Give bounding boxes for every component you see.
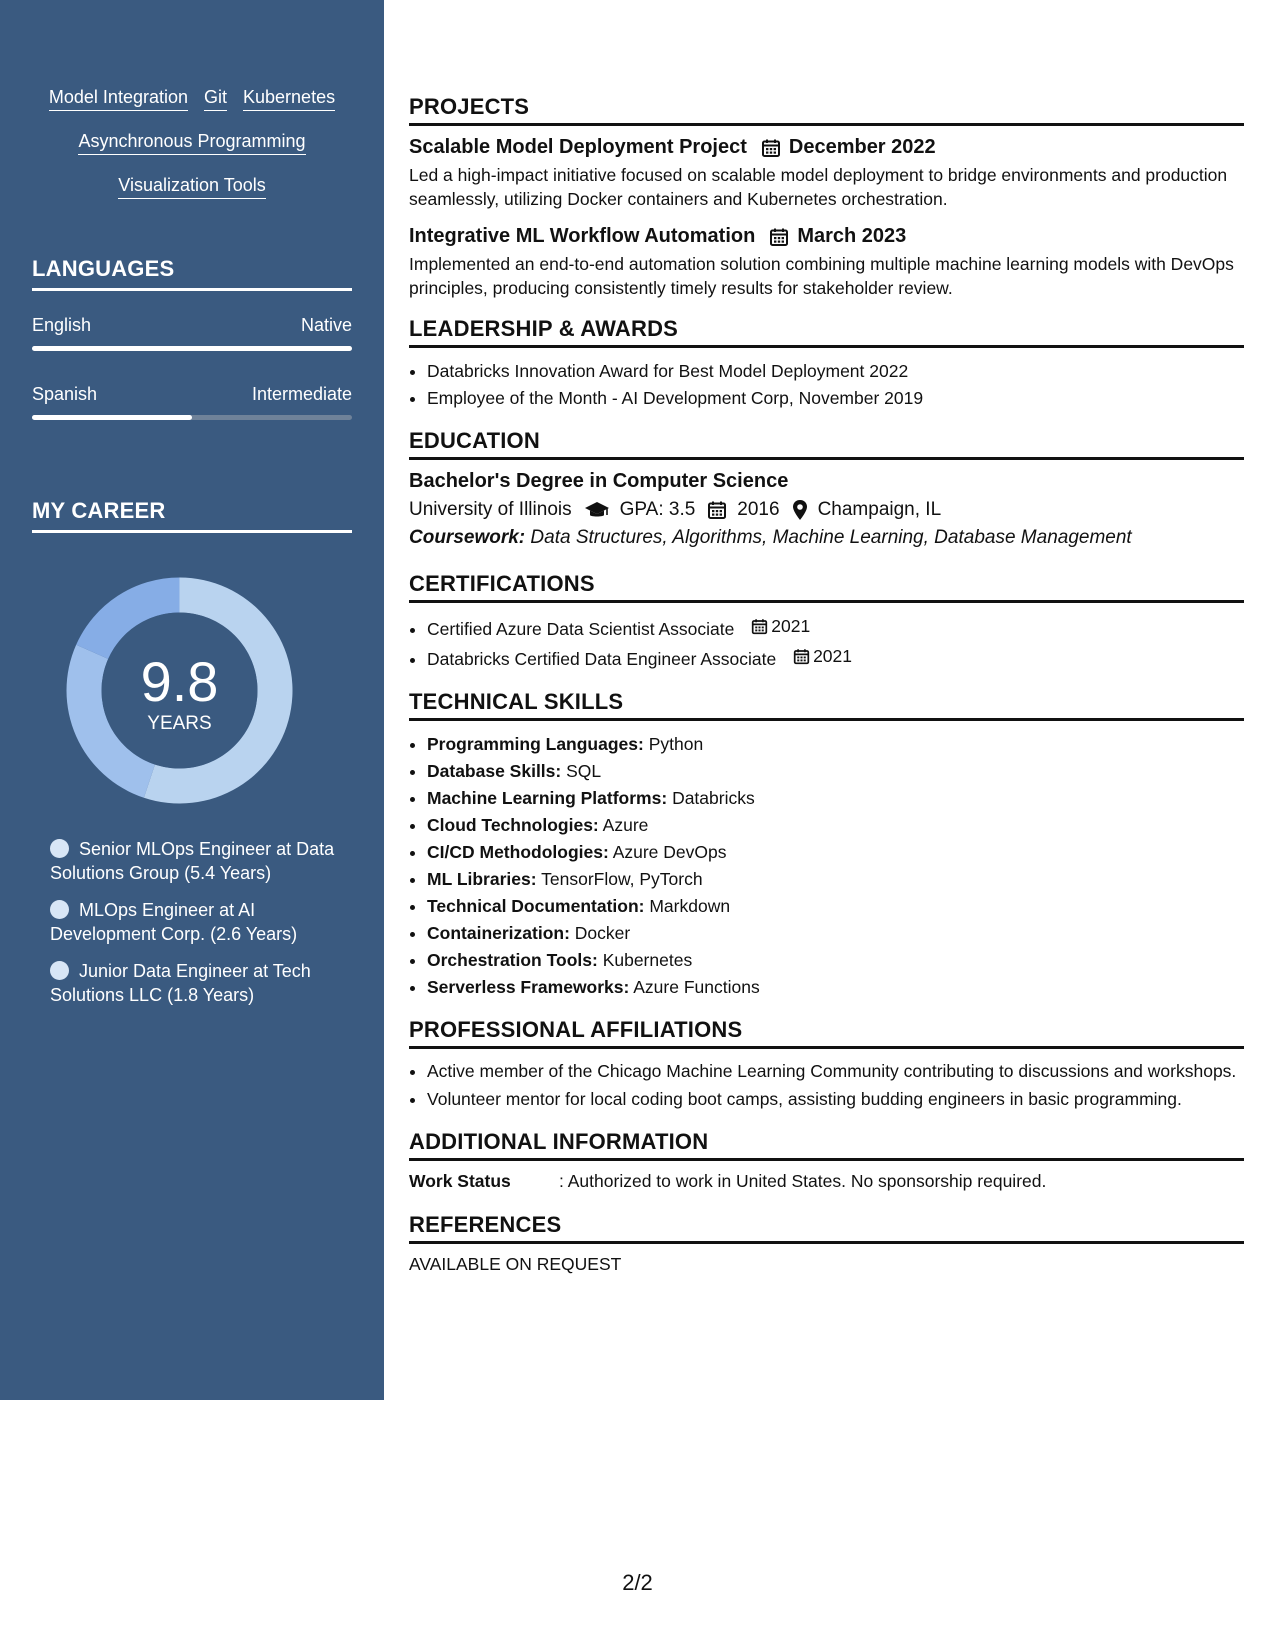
skill-row <box>0 130 384 155</box>
project-name: Scalable Model Deployment Project <box>409 136 747 158</box>
list-item <box>427 613 1244 643</box>
coursework-value: Data Structures, Algorithms, Machine Learning, Database Management <box>530 527 1132 548</box>
skill-key: Technical Documentation: <box>427 896 645 916</box>
skill-key: ML Libraries: <box>427 869 537 889</box>
skill-tag: Git <box>204 86 227 111</box>
career-item <box>50 959 350 1007</box>
calendar-icon <box>707 500 727 520</box>
list-item: • Volunteer mentor for local coding boot camps, assisting budding engineers in basic programming. <box>427 1087 1244 1111</box>
affiliations-list <box>409 1059 1244 1111</box>
work-status <box>409 1171 1244 1192</box>
skill-key: Serverless Frameworks: <box>427 977 630 997</box>
additional-info-heading: ADDITIONAL INFORMATION <box>409 1129 1244 1161</box>
language-bar-fill <box>32 346 352 351</box>
bullet-dot-icon <box>50 839 69 858</box>
skill-value: Kubernetes <box>602 950 693 970</box>
list-item <box>427 947 1244 974</box>
cert-name: Databricks Certified Data Engineer Associate <box>427 649 777 669</box>
page-number: 2/2 <box>622 1570 653 1595</box>
projects-heading: PROJECTS <box>409 94 1244 126</box>
certifications-list <box>409 613 1244 673</box>
bullet-dot-icon <box>50 900 69 919</box>
list-item <box>427 893 1244 920</box>
career-list <box>50 837 350 1020</box>
graduation-year: 2016 <box>737 499 780 520</box>
education-heading: EDUCATION <box>409 428 1244 460</box>
cert-year: 2021 <box>771 616 811 636</box>
affiliations-heading: PROFESSIONAL AFFILIATIONS <box>409 1017 1244 1049</box>
skill-key: CI/CD Methodologies: <box>427 842 609 862</box>
list-item: • Databricks Innovation Award for Best Model Deployment 2022 <box>427 358 1244 385</box>
career-donut <box>66 577 293 804</box>
cert-year: 2021 <box>813 646 853 666</box>
technical-skills-heading: TECHNICAL SKILLS <box>409 689 1244 721</box>
skill-value: Python <box>648 734 704 754</box>
language-bar <box>32 415 352 420</box>
project-date: December 2022 <box>788 136 936 158</box>
leadership-heading: LEADERSHIP & AWARDS <box>409 316 1244 348</box>
location-pin-icon <box>792 499 808 521</box>
list-item <box>427 920 1244 947</box>
skill-key: Cloud Technologies: <box>427 815 599 835</box>
career-label: Junior Data Engineer at Tech Solutions LLC (1.8 Years) <box>50 961 311 1005</box>
calendar-icon <box>751 618 768 635</box>
skill-value: Markdown <box>649 896 731 916</box>
language-level: Intermediate <box>251 384 352 404</box>
list-item <box>427 643 1244 673</box>
gpa: GPA: 3.5 <box>619 499 696 520</box>
career-heading: MY CAREER <box>32 498 352 533</box>
languages-heading: LANGUAGES <box>32 256 352 291</box>
sidebar <box>0 0 384 1400</box>
degree-title: Bachelor's Degree in Computer Science <box>409 470 789 492</box>
list-item: • Active member of the Chicago Machine Learning Community contributing to discussions and workshops. <box>427 1059 1244 1083</box>
main-content <box>409 94 1244 1275</box>
skill-key: Containerization: <box>427 923 570 943</box>
skill-tag: Asynchronous Programming <box>78 130 305 155</box>
skill-tag: Visualization Tools <box>118 174 265 199</box>
technical-skills-list <box>409 731 1244 1001</box>
skill-key: Orchestration Tools: <box>427 950 598 970</box>
calendar-icon <box>793 648 810 665</box>
skill-row <box>0 86 384 111</box>
language-bar-fill <box>32 415 192 420</box>
references-text: AVAILABLE ON REQUEST <box>409 1254 622 1274</box>
list-item <box>427 785 1244 812</box>
skill-key: Database Skills: <box>427 761 562 781</box>
list-item: • Employee of the Month - AI Development Corp, November 2019 <box>427 385 1244 412</box>
project-description: Implemented an end-to-end automation solution combining multiple machine learning models with DevOps principles, producing consistently timely results for stakeholder review. <box>409 254 1234 298</box>
list-item <box>427 731 1244 758</box>
skills-tags <box>0 86 384 218</box>
coursework-label: Coursework: <box>409 527 526 548</box>
language-english <box>32 315 352 351</box>
language-bar <box>32 346 352 351</box>
skill-key: Machine Learning Platforms: <box>427 788 668 808</box>
project-description: Led a high-impact initiative focused on scalable model deployment to bridge environments and production seamlessly, utilizing Docker containers and Kubernetes orchestration. <box>409 165 1228 209</box>
skill-key: Programming Languages: <box>427 734 644 754</box>
skill-value: Azure Functions <box>633 977 760 997</box>
coursework <box>409 527 1244 549</box>
language-level: Native <box>300 315 352 335</box>
bullet-dot-icon <box>50 961 69 980</box>
list-item <box>427 974 1244 1001</box>
calendar-icon <box>761 138 781 158</box>
skill-value: Databricks <box>672 788 755 808</box>
project-title <box>409 225 1244 248</box>
career-label: Senior MLOps Engineer at Data Solutions Group (5.4 Years) <box>50 839 335 883</box>
school-name: University of Illinois <box>409 499 572 520</box>
language-name: Spanish <box>32 384 98 404</box>
references-heading: REFERENCES <box>409 1212 1244 1244</box>
list-item <box>427 866 1244 893</box>
career-total: 9.8 <box>140 650 219 713</box>
cert-name: Certified Azure Data Scientist Associate <box>427 619 735 639</box>
skill-value: SQL <box>566 761 602 781</box>
career-unit: YEARS <box>147 713 212 734</box>
skill-row <box>0 174 384 199</box>
list-item <box>427 812 1244 839</box>
certifications-heading: CERTIFICATIONS <box>409 571 1244 603</box>
skill-value: TensorFlow, PyTorch <box>541 869 703 889</box>
language-name: English <box>32 315 92 335</box>
language-spanish <box>32 384 352 420</box>
project-name: Integrative ML Workflow Automation <box>409 225 756 247</box>
list-item <box>427 758 1244 785</box>
skill-value: Docker <box>574 923 631 943</box>
graduation-cap-icon <box>584 500 610 520</box>
list-item <box>427 839 1244 866</box>
work-status-value: : Authorized to work in United States. No sponsorship required. <box>559 1171 1047 1191</box>
school-location: Champaign, IL <box>817 499 942 520</box>
skill-tag: Kubernetes <box>243 86 335 111</box>
skill-value: Azure <box>602 815 649 835</box>
education-details <box>409 499 1244 521</box>
skill-tag: Model Integration <box>49 86 188 111</box>
career-item <box>50 898 350 946</box>
project-title <box>409 136 1244 159</box>
project-date: March 2023 <box>797 225 907 247</box>
calendar-icon <box>769 227 789 247</box>
skill-value: Azure DevOps <box>612 842 727 862</box>
work-status-label: Work Status <box>409 1171 511 1191</box>
career-label: MLOps Engineer at AI Development Corp. (2.6 Years) <box>50 900 298 944</box>
career-item <box>50 837 350 885</box>
leadership-list <box>409 358 1244 412</box>
